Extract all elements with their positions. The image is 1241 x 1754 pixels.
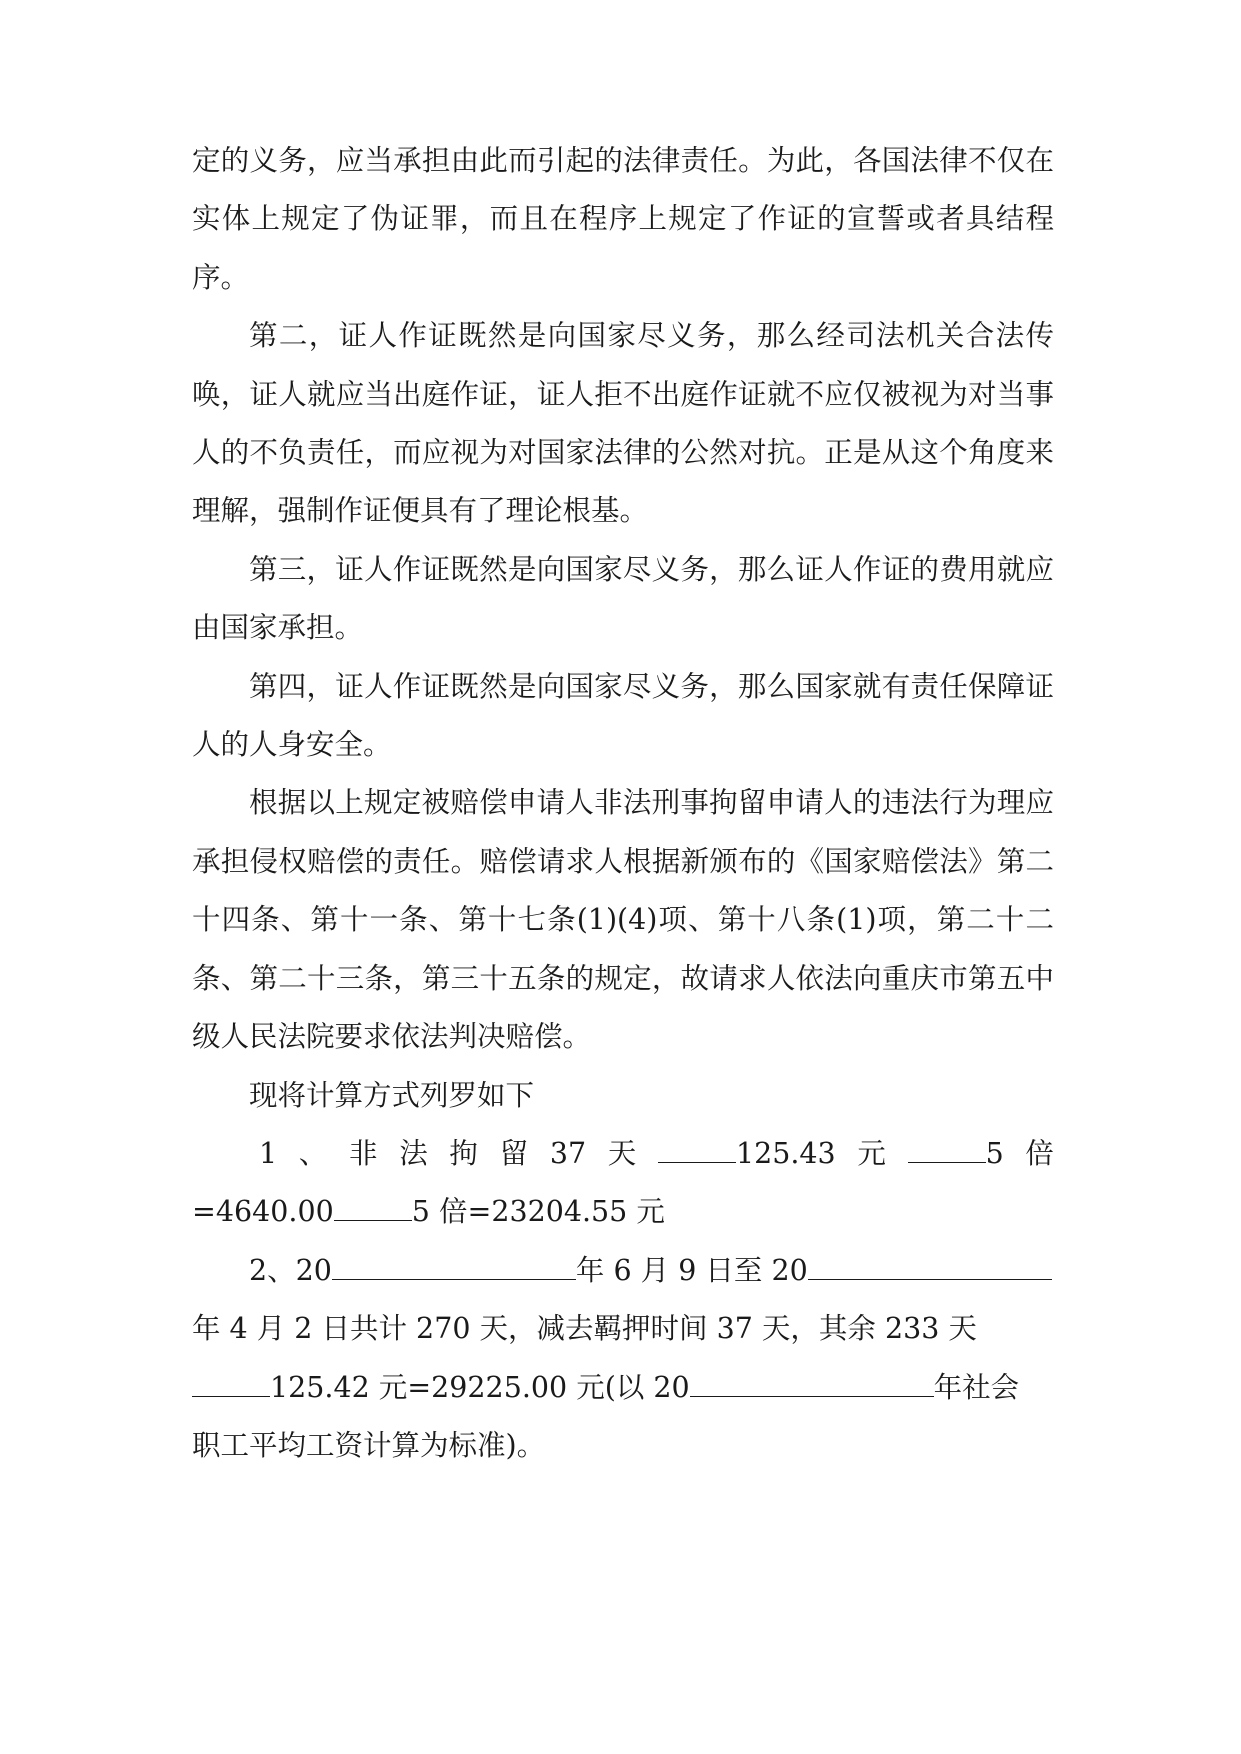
calc1-day-unit: 天: [607, 1136, 637, 1170]
calc1-amount: 125.43: [735, 1136, 836, 1170]
blank-underline: [658, 1135, 736, 1163]
calc2-basis: 年社会: [933, 1370, 1020, 1404]
calc2-date-range: 年 6 月 9 日至 20: [575, 1253, 808, 1287]
calc1-unit: 元: [857, 1136, 886, 1170]
calc1-days: 37: [549, 1136, 587, 1170]
calc1-subtotal: =4640.00: [192, 1195, 334, 1229]
calc2-days: 年 4 月 2 日共计 270 天，减去羁押时间 37 天，其余 233 天: [192, 1312, 977, 1346]
blank-underline: [332, 1252, 576, 1280]
calc2-amount: 125.42 元=29225.00 元(以 20: [270, 1370, 690, 1404]
blank-underline: [908, 1135, 986, 1163]
calc1-times: 倍: [1025, 1136, 1054, 1170]
blank-underline: [192, 1368, 270, 1396]
calc2-prefix: 2、20: [249, 1253, 332, 1287]
calc1-total: 5 倍=23204.55 元: [411, 1195, 665, 1229]
blank-underline: [808, 1252, 1052, 1280]
calc1-char-3: 拘: [449, 1136, 478, 1170]
blank-underline: [334, 1193, 412, 1221]
calc-item-2-line-2: [192, 1300, 1054, 1358]
calc2-standard: 职工平均工资计算为标准)。: [192, 1428, 546, 1462]
blank-underline: [690, 1368, 934, 1396]
calc1-number: 1: [258, 1136, 278, 1170]
calc-item-1-line-1: [192, 1125, 1054, 1183]
calc1-char-1: 非: [349, 1136, 378, 1170]
calc-item-2-line-1: [192, 1242, 1054, 1300]
paragraph-legal-basis: 根据以上规定被赔偿申请人非法刑事拘留申请人的违法行为理应承担侵权赔偿的责任。赔偿请求人根据新颁布的《国家赔偿法》第二十四条、第十一条、第十七条(1)(4)项、第十八条(1)项，第二十二条、第二十三条，第三十五条的规定，故请求人依法向重庆市第五中级人民法院要求依法判决赔偿。: [192, 786, 1054, 1054]
paragraph-calc-intro: 现将计算方式列罗如下: [249, 1078, 535, 1112]
paragraph-second: 第二，证人作证既然是向国家尽义务，那么经司法机关合法传唤，证人就应当出庭作证，证人拒不出庭作证就不应仅被视为对当事人的不负责任，而应视为对国家法律的公然对抗。正是从这个角度来理解，强制作证便具有了理论根基。: [192, 319, 1054, 528]
calc1-multiplier: 5: [985, 1136, 1004, 1170]
paragraph-third: 第三，证人作证既然是向国家尽义务，那么证人作证的费用就应由国家承担。: [192, 552, 1054, 645]
calc-item-2-line-3: [192, 1359, 1054, 1417]
calc1-char-4: 留: [499, 1136, 529, 1170]
document-page: [192, 132, 1054, 1475]
calc-item-2-line-4: [192, 1417, 1054, 1475]
paragraph-fourth: 第四，证人作证既然是向国家尽义务，那么国家就有责任保障证人的人身安全。: [192, 669, 1054, 762]
calc1-amount-group: [658, 1125, 836, 1183]
calc1-sep: 、: [298, 1136, 328, 1170]
calc1-mult-group: [908, 1125, 1004, 1183]
calc1-char-2: 法: [399, 1136, 428, 1170]
calc-item-1-line-2: [192, 1183, 1054, 1241]
paragraph-continuation: 定的义务，应当承担由此而引起的法律责任。为此，各国法律不仅在实体上规定了伪证罪，而且在程序上规定了作证的宣誓或者具结程序。: [192, 144, 1054, 294]
